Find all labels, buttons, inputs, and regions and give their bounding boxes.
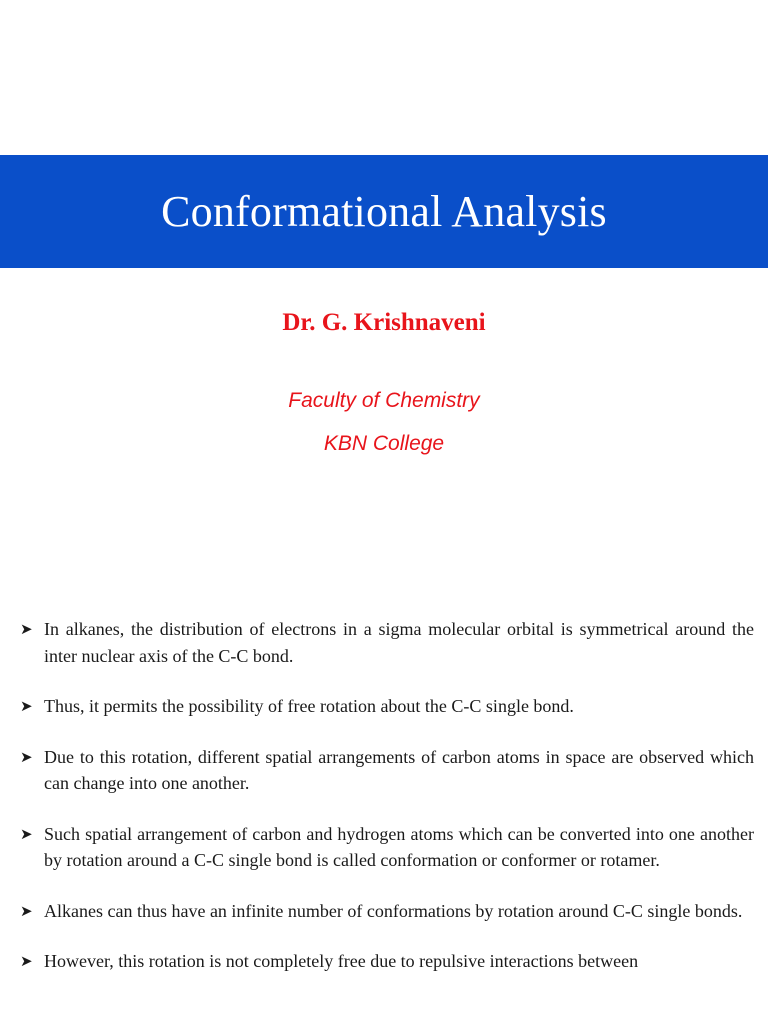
bullet-item (20, 693, 754, 720)
bullet-item (20, 948, 754, 975)
bullet-item (20, 744, 754, 797)
arrow-bullet-icon: ➤ (20, 952, 33, 970)
arrow-bullet-icon: ➤ (20, 697, 33, 715)
college-label: KBN College (323, 432, 445, 455)
arrow-bullet-icon: ➤ (20, 824, 33, 843)
bullet-item (20, 616, 754, 669)
bullet-text: Thus, it permits the possibility of free rotation about the C-C single bond. (44, 696, 574, 716)
arrow-bullet-icon: ➤ (20, 620, 33, 638)
bullet-item (20, 821, 754, 874)
bullet-text: In alkanes, the distribution of electrons in a sigma molecular orbital is symmetrical around the inter nuclear axis of the C-C bond. (44, 619, 754, 666)
slide-title: Conformational Analysis (161, 187, 607, 236)
arrow-bullet-icon: ➤ (20, 901, 33, 920)
arrow-bullet-icon: ➤ (20, 747, 33, 766)
faculty-label: Faculty of Chemistry (288, 389, 480, 412)
title-banner (0, 155, 768, 268)
bullet-text: However, this rotation is not completely free due to repulsive interactions between (44, 951, 639, 971)
author-name: Dr. G. Krishnaveni (282, 309, 486, 336)
bullet-text: Such spatial arrangement of carbon and hydrogen atoms which can be converted into one another by rotation around a C-C single bond is called conformation or conformer or rotamer. (44, 823, 754, 870)
bullet-item (20, 898, 754, 925)
bullet-text: Due to this rotation, different spatial arrangements of carbon atoms in space are observed which can change into one another. (44, 746, 754, 793)
bullet-list (20, 616, 754, 999)
bullet-text: Alkanes can thus have an infinite number of conformations by rotation around C-C single bonds. (44, 900, 743, 921)
